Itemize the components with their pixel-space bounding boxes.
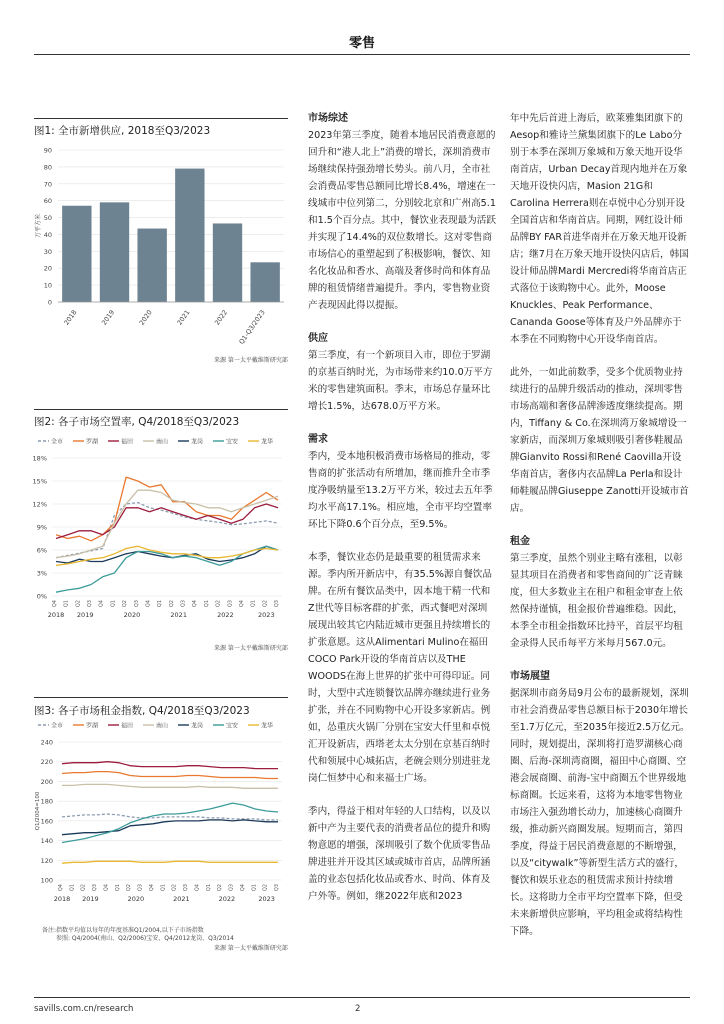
series-line	[56, 546, 278, 563]
series-line	[56, 504, 278, 539]
quarter-tick-label: Q2	[217, 884, 224, 892]
x-tick-label: Q1-Q3/2023	[237, 308, 267, 346]
y-tick-label: 90	[43, 146, 52, 155]
quarter-tick-label: Q3	[227, 600, 234, 608]
legend-label: 宝安	[226, 722, 239, 730]
quarter-tick-label: Q1	[110, 600, 117, 608]
legend-label: 龙华	[261, 722, 274, 730]
fig1-bar-chart	[34, 140, 290, 346]
fig2-rule	[34, 409, 288, 410]
quarter-tick-label: Q2	[262, 600, 269, 608]
y-tick-label: 12%	[32, 500, 47, 509]
legend-label: 龙华	[261, 438, 274, 446]
year-label: 2022	[218, 895, 236, 903]
quarter-tick-label: Q3	[180, 600, 187, 608]
quarter-tick-label: Q3	[274, 884, 280, 892]
quarter-tick-label: Q4	[145, 600, 152, 608]
bar	[137, 229, 166, 302]
series-line	[62, 762, 278, 769]
fig1-rule	[34, 118, 288, 119]
fig3-line-chart	[34, 720, 290, 920]
footer-page-number: 2	[355, 1004, 361, 1014]
section-overview-body: 2023年第三季度，随着本地居民消费意愿的回升和“港人北上”消费的增长，深圳消费市场继续保持强劲增长势头。前八月，全市社会消费品零售总额同比增长8.4%，增速在一线城市中位列第二，分别较北京和广州高5.1和1.5个百分点。其中，餐饮业表现最为活跃并实现了14.4%的双位数增长。这对零售商市场信心的重塑起到了积极影响，餐饮、知名化妆品和香水、高端及奢侈时尚和体育品牌的租赁情绪普遍提升。季内，零售物业资产表现因此得以提振。	[308, 130, 496, 311]
quarter-tick-label: Q1	[63, 600, 70, 608]
section-overview-title: 市场综述	[308, 113, 348, 124]
quarter-tick-label: Q1	[205, 884, 212, 892]
y-tick-label: 80	[43, 163, 52, 172]
bar	[175, 169, 204, 302]
quarter-tick-label: Q4	[103, 884, 110, 892]
y-tick-label: 220	[40, 758, 53, 767]
footer-rule	[34, 997, 690, 998]
fig3-note-2: 参照: Q4/2004(南山、Q2/2006)宝安、Q4/2012龙岗、Q3/2014	[56, 935, 234, 942]
right-paragraph-2: 此外，一如此前数季，受多个优质物业持续进行的品牌升级活动的推动，深圳零售市场高端和奢侈品牌渗透度继续提高。期内，Tiffany & Co.在深圳湾万象城增设一家新店，而深圳万象城则吸引奢侈鞋履品牌Gianvito Rossi和René Caovilla开设华南首店，奢侈内衣品牌La Perla和设计师鞋履品牌Giuseppe Zanotti开设城市首店。	[510, 367, 689, 514]
legend-label: 全市	[51, 438, 64, 446]
y-tick-label: 160	[40, 817, 53, 826]
quarter-tick-label: Q1	[160, 884, 167, 892]
quarter-tick-label: Q3	[137, 884, 144, 892]
y-axis-label: Q1/2004=100	[35, 791, 41, 831]
year-label: 2019	[82, 895, 99, 903]
quarter-tick-label: Q2	[80, 884, 87, 892]
quarter-tick-label: Q1	[251, 884, 258, 892]
bar	[62, 206, 91, 302]
quarter-tick-label: Q2	[171, 884, 178, 892]
quarter-tick-label: Q2	[126, 884, 133, 892]
year-label: 2020	[127, 895, 145, 903]
y-tick-label: 3%	[36, 569, 47, 578]
quarter-tick-label: Q1	[157, 600, 164, 608]
y-tick-label: 6%	[36, 546, 47, 555]
quarter-tick-label: Q1	[250, 600, 257, 608]
y-tick-label: 240	[40, 738, 53, 747]
fig2-title: 图2: 各子市场空置率, Q4/2018至Q3/2023	[34, 416, 240, 428]
x-tick-label: 2019	[100, 308, 117, 327]
year-label: 2022	[217, 611, 234, 619]
fig3-title: 图3: 各子市场租金指数, Q4/2018至Q3/2023	[34, 705, 250, 717]
fig3-note-1: 备注:指数平均值以每年的年度基准Q1/2004,以下子市场指数	[42, 927, 204, 934]
legend-label: 南山	[156, 722, 169, 730]
y-tick-label: 120	[40, 856, 53, 865]
fig1-title: 图1: 全市新增供应, 2018至Q3/2023	[34, 125, 211, 137]
quarter-tick-label: Q1	[114, 884, 121, 892]
y-tick-label: 70	[43, 180, 52, 189]
bar	[100, 202, 129, 302]
quarter-tick-label: Q4	[192, 600, 199, 608]
quarter-tick-label: Q2	[262, 884, 269, 892]
quarter-tick-label: Q3	[183, 884, 190, 892]
fig2-source: 来源 第一太平戴维斯研究部	[214, 645, 288, 652]
legend-label: 龙岗	[191, 722, 204, 730]
year-label: 2020	[123, 611, 141, 619]
y-tick-label: 0%	[36, 592, 47, 601]
quarter-tick-label: Q3	[274, 600, 280, 608]
right-paragraph-1: 年中先后首进上海后，欧莱雅集团旗下的Aesop和雅诗兰黛集团旗下的Le Labo分别于本季在深圳万象城和万象天地开设华南首店，Urban Decay首现内地并在万象天地开设快闪店，Masion 21G和Carolina Herrera则在卓悦中心分别开设全国首店和华南首店。同期，网红设计师品牌BY FAR首进华南并在万象天地开设新店；继7月在万象天地开设快闪店后，韩国设计师品牌Mardi Mercredi将华南首店正式落位于该购物中心。此外，Moose Knuckles、Peak Performance、Cananda Goose等体育及户外品牌亦于本季在不同购物中心开设华南首店。	[510, 113, 689, 345]
fig2-line-chart	[34, 436, 290, 636]
series-line	[56, 503, 278, 558]
section-demand-body: 季内，受本地积极消费市场格局的推动，零售商的扩张活动有所增加，继而推升全市季度净吸纳量至13.2万平方米，较过去五年季均水平高17.1%。相应地，全市平均空置率环比下降0.6个百分点，至9.5%。	[308, 451, 493, 530]
quarter-tick-label: Q4	[98, 600, 105, 608]
section-demand-body-2: 本季，餐饮业态仍是最重要的租赁需求来源。季内所开新店中，有35.5%源自餐饮品牌。在所有餐饮品类中，因本地干精一代和Z世代等目标客群的扩张，西式餐吧对深圳展现出较其它内陆近城市更强且持续增长的扩张意愿。这从Alimentari Mulino在福田COCO Park开设的华南首店以及THE WOODS在海上世界的扩张中可得印证。同时，大型中式连锁餐饮品牌亦继续进行业务扩张，并在不同购物中心开设多家新店。例如，怂重庆火锅厂分别在宝安大仟里和卓悦汇开设新店，西塔老太太分别在京基百纳时代和领展中心城拓店，老碗会则分别进驻龙岗仁恒梦中心和来福士广场。	[308, 552, 492, 784]
legend-label: 福田	[121, 438, 134, 446]
y-tick-label: 50	[43, 214, 52, 223]
legend-label: 罗湖	[86, 438, 99, 446]
quarter-tick-label: Q2	[75, 600, 82, 608]
legend-label: 龙岗	[191, 438, 204, 446]
quarter-tick-label: Q4	[148, 884, 155, 892]
fig3-rule	[34, 697, 288, 698]
quarter-tick-label: Q3	[92, 884, 99, 892]
bar	[213, 223, 242, 302]
x-tick-label: 2021	[175, 308, 192, 327]
series-line	[62, 820, 278, 835]
fig1-source: 来源 第一太平戴维斯研究部	[214, 357, 288, 364]
y-tick-label: 18%	[32, 454, 47, 463]
y-tick-label: 100	[40, 876, 53, 885]
y-tick-label: 140	[40, 837, 53, 846]
quarter-tick-label: Q2	[122, 600, 129, 608]
footer-url: savills.com.cn/research	[34, 1004, 134, 1014]
quarter-tick-label: Q3	[133, 600, 140, 608]
quarter-tick-label: Q4	[238, 600, 245, 608]
y-tick-label: 20	[43, 264, 52, 273]
section-demand-body-3: 季内，得益于相对年轻的人口结构，以及以新中产为主要代表的消费者品位的提升和购物意愿的增强，深圳吸引了数个优质零售品牌进驻并开设其区域或城市首店，品牌所涵盖的业态包括化妆品或香水、时尚、体育及户外等。例如，继2022年底和2023	[308, 806, 491, 902]
section-outlook-body: 据深圳市商务局9月公布的最新规划，深圳市社会消费品零售总额目标于2030年增长至1.7万亿元，至2035年接近2.5万亿元。同时，规划提出，深圳将打造罗湖核心商圈、后海-深圳湾商圈，福田中心商圈、空港会展商圈、前海-宝中商圈五个世界级地标商圈。长远来看，这将为本地零售物业市场注入强劲增长动力，加速核心商圈升级，推动新兴商圈发展。短期而言，第四季度，得益于居民消费意愿的不断增强，以及“citywalk”等新型生活方式的盛行，餐饮和娱乐业态的租赁需求预计持续增长。这将助力全市平均空置率下降，但受未来新增供应影响，平均租金或将结构性下降。	[510, 688, 690, 937]
section-supply-body: 第三季度，有一个新项目入市，即位于罗湖的京基百纳时光，为市场带来约10.0万平方米的零售建筑面积。季末，市场总存量环比增长1.5%，达678.0万平方米。	[308, 350, 493, 412]
y-tick-label: 180	[40, 797, 53, 806]
x-tick-label: 2020	[137, 308, 154, 327]
quarter-tick-label: Q4	[52, 600, 58, 608]
legend-label: 宝安	[226, 438, 239, 446]
bar	[250, 262, 279, 302]
y-axis-label: 万平方米	[35, 213, 42, 239]
x-tick-label: 2018	[62, 308, 79, 327]
series-line	[62, 803, 278, 842]
quarter-tick-label: Q4	[194, 884, 201, 892]
section-rent-body: 第三季度，虽然个别业主略有涨租，以彰显其项目在消费者和零售商间的广泛青睐度，但大多数业主在租户和租金审查上依然保持谨慎，租金报价普遍维稳。因此，本季全市租金指数环比持平，首层平均租金录得人民币每平方米每月567.0元。	[510, 553, 683, 649]
legend-label: 福田	[121, 722, 134, 730]
y-tick-label: 200	[40, 777, 53, 786]
header-rule	[34, 54, 690, 55]
y-tick-label: 0	[47, 298, 52, 307]
quarter-tick-label: Q3	[228, 884, 235, 892]
year-label: 2023	[258, 895, 275, 903]
year-label: 2023	[258, 611, 275, 619]
quarter-tick-label: Q3	[87, 600, 94, 608]
y-tick-label: 40	[43, 230, 52, 239]
quarter-tick-label: Q2	[215, 600, 222, 608]
section-supply-title: 供应	[308, 333, 328, 344]
quarter-tick-label: Q1	[203, 600, 210, 608]
y-tick-label: 30	[43, 247, 52, 256]
legend-label: 全市	[51, 722, 64, 730]
series-line	[62, 784, 278, 788]
right-column	[510, 110, 690, 956]
section-demand-title: 需求	[308, 434, 328, 445]
section-rent-title: 租金	[510, 536, 530, 547]
legend-label: 罗湖	[86, 722, 99, 730]
year-label: 2018	[47, 611, 65, 619]
year-label: 2019	[76, 611, 94, 619]
fig3-source: 来源 第一太平戴维斯研究部	[214, 945, 288, 952]
year-label: 2021	[173, 895, 190, 903]
series-line	[62, 814, 278, 820]
quarter-tick-label: Q2	[168, 600, 175, 608]
quarter-tick-label: Q1	[69, 884, 76, 892]
year-label: 2018	[53, 895, 71, 903]
y-tick-label: 15%	[32, 477, 47, 486]
y-tick-label: 10	[43, 281, 52, 290]
legend-label: 南山	[156, 438, 169, 446]
y-tick-label: 60	[43, 197, 52, 206]
series-line	[62, 861, 278, 863]
series-line	[62, 772, 278, 779]
page-title: 零售	[348, 36, 375, 51]
y-tick-label: 9%	[36, 523, 47, 532]
middle-column	[308, 110, 496, 921]
quarter-tick-label: Q4	[239, 884, 246, 892]
x-tick-label: 2022	[213, 308, 230, 327]
quarter-tick-label: Q4	[58, 884, 64, 892]
section-outlook-title: 市场展望	[510, 671, 550, 682]
year-label: 2021	[170, 611, 187, 619]
